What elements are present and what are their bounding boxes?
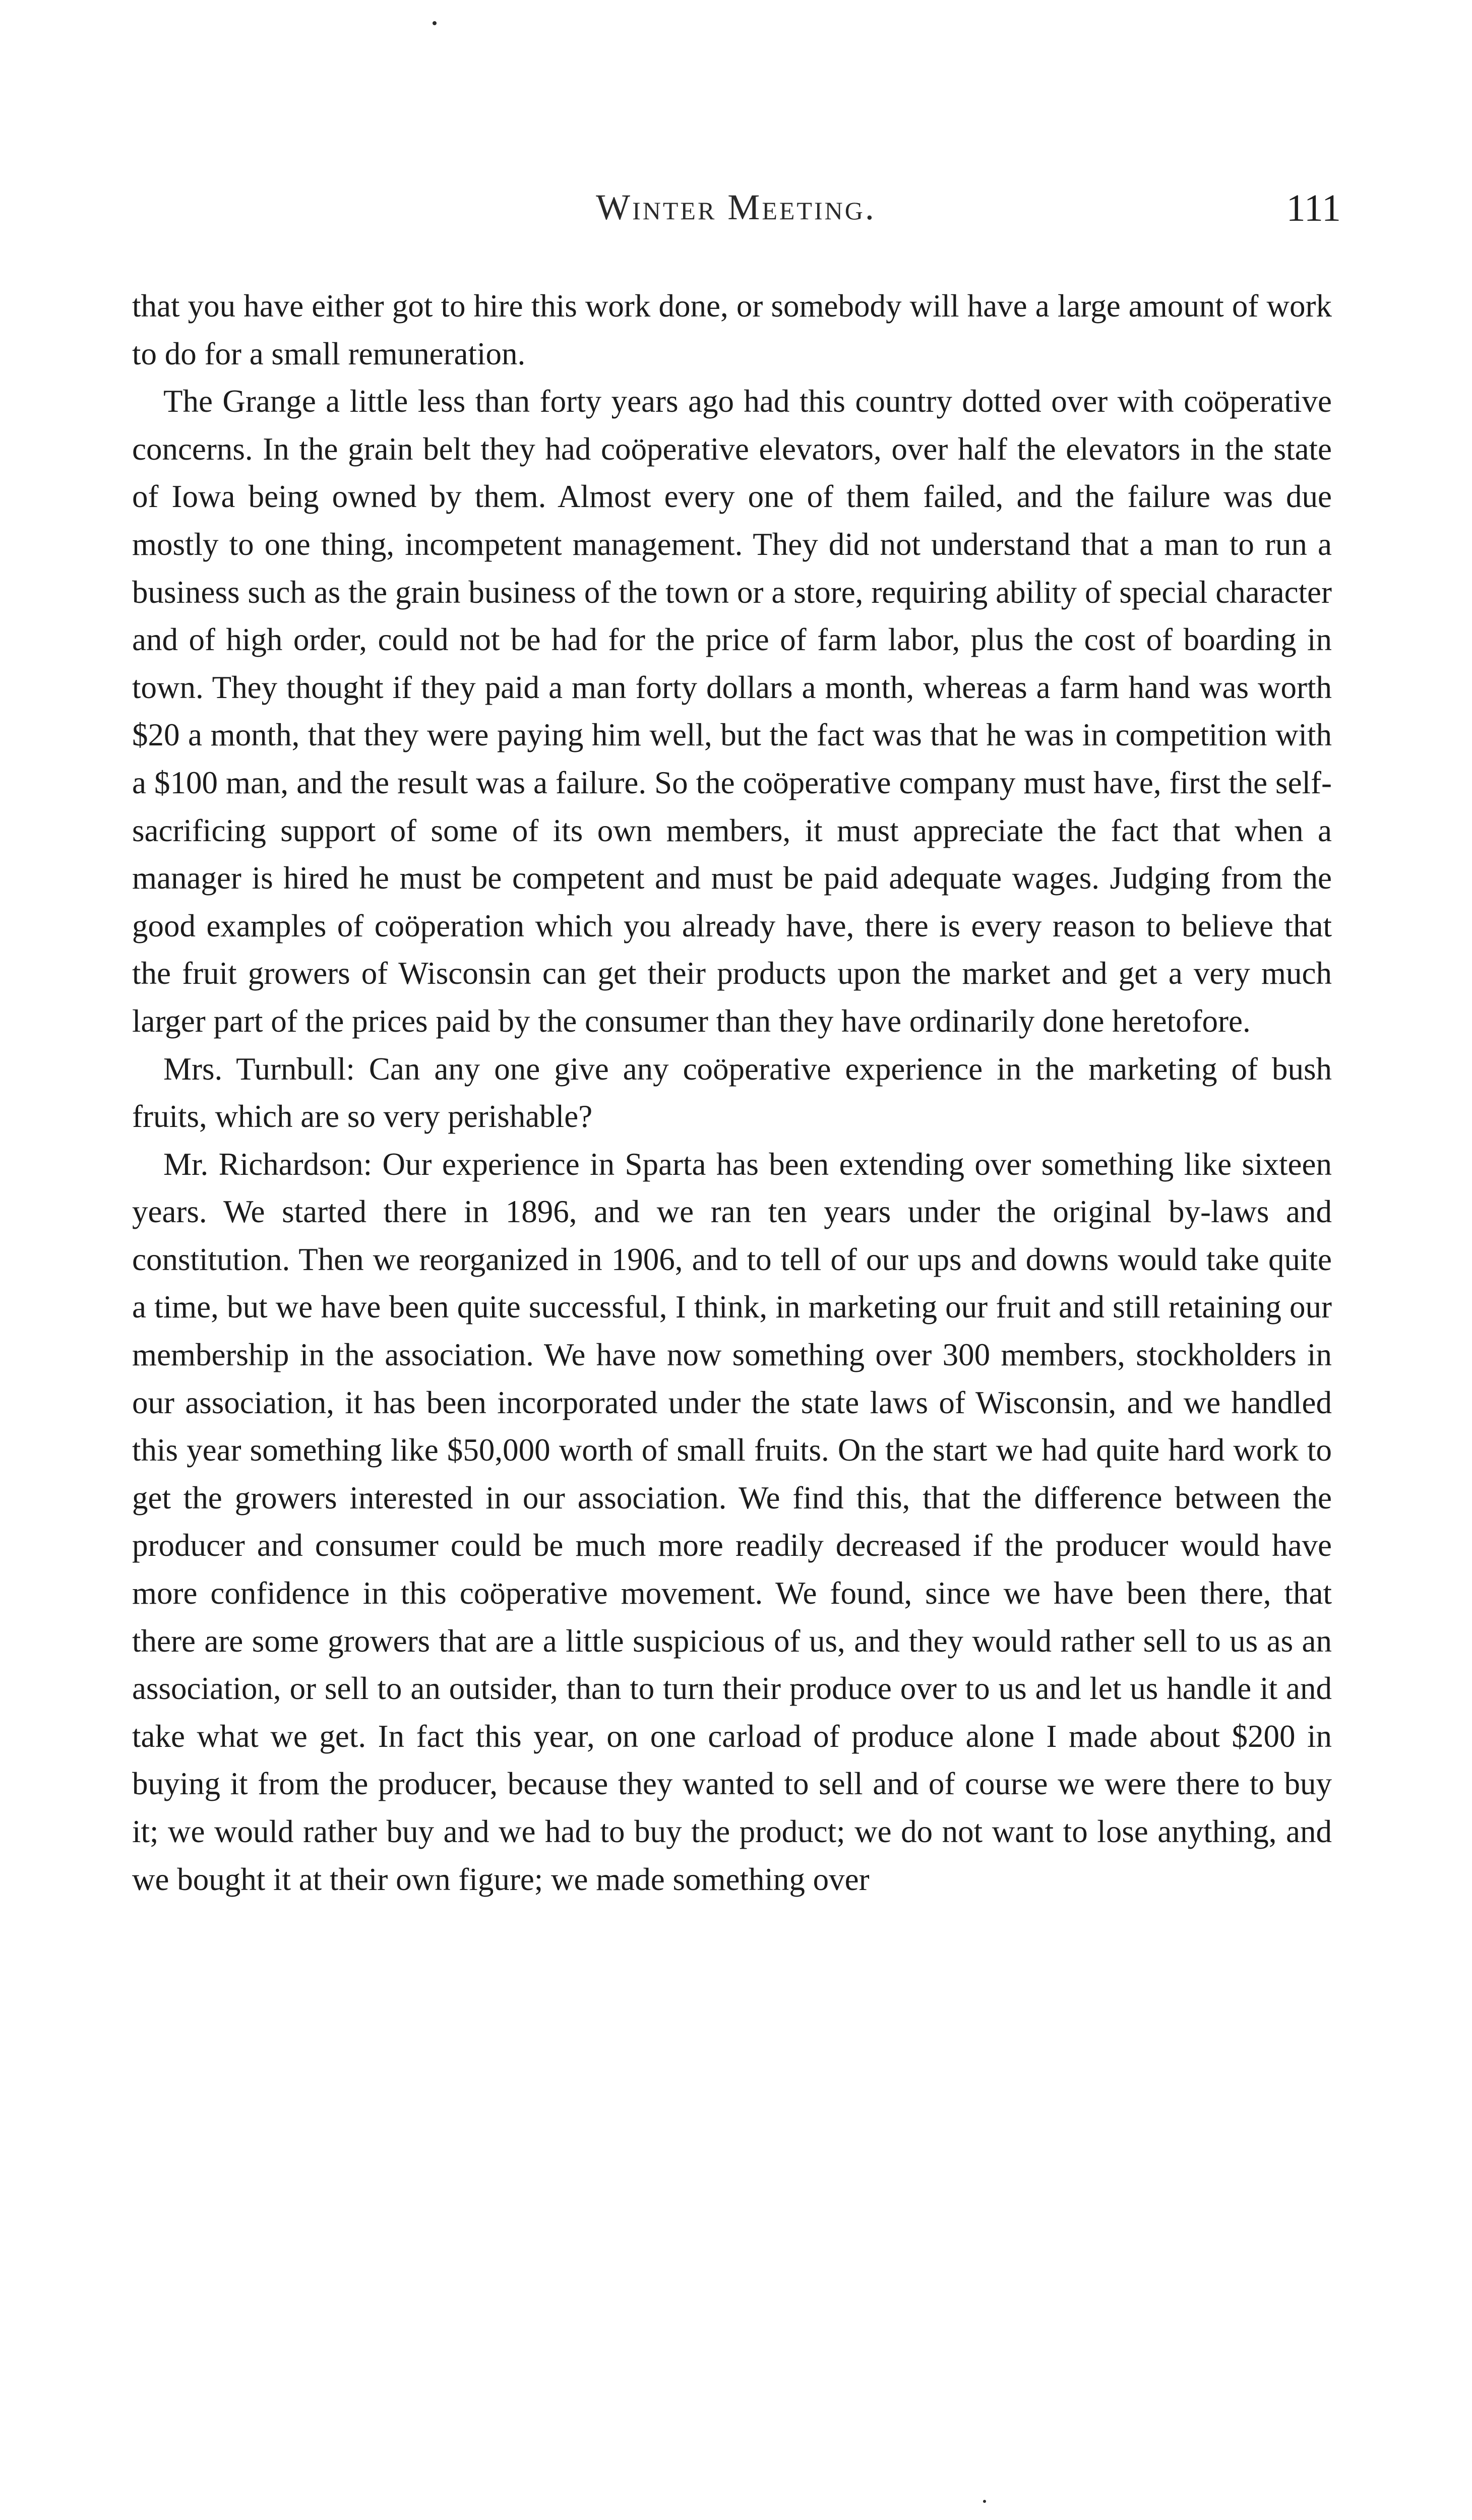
paragraph-text: The Grange a little less than forty years ago had this country dotted over with coöperative concerns. In the grain belt they had coöperative elevators, over half the elevators in the state of Iowa being owned by them. Almost every one of them failed, and the failure was due mostly to one thing, incompetent management. They did not understand that a man to run a business such as the grain business of the town or a store, requiring ability of special character and of high order, could not be had for the price of farm labor, plus the cost of boarding in town. They thought if they paid a man forty dollars a month, whereas a farm hand was worth $20 a month, that they were paying him well, but the fact was that he was in competition with a $100 man, and the result was a failure. So the coöperative company must have, first the self-sacrificing support of some of its own members, it must appreciate the fact that when a manager is hired he must be competent and must be paid adequate wages. Judging from the good examples of coöperation which you already have, there is every reason to believe that the fruit growers of Wisconsin can get their products upon the market and get a very much larger part of the prices paid by the consumer than they have ordinarily done heretofore. <box>132 384 1332 1039</box>
body-text <box>132 282 1332 1903</box>
paragraph <box>132 377 1332 1045</box>
paragraph-text: that you have either got to hire this work done, or somebody will have a large amount of work to do for a small remuneration. <box>132 288 1332 371</box>
paragraph-text: Our experience in Sparta has been extending over something like sixteen years. We started there in 1896, and we ran ten years under the original by-laws and constitution. Then we reorganized in 1906, and to tell of our ups and downs would take quite a time, but we have been quite successful, I think, in marketing our fruit and still retaining our membership in the association. We have now something over 300 members, stockholders in our association, it has been incorporated under the state laws of Wisconsin, and we handled this year something like $50,000 worth of small fruits. On the start we had quite hard work to get the growers interested in our association. We find this, that the difference between the producer and consumer could be much more readily decreased if the producer would have more confidence in this coöperative movement. We found, since we have been there, that there are some growers that are a little suspicious of us, and they would rather sell to us as an association, or sell to an outsider, than to turn their produce over to us and let us handle it and take what we get. In fact this year, on one carload of produce alone I made about $200 in buying it from the producer, because they wanted to sell and of course we were there to buy it; we would rather buy and we had to buy the product; we do not want to lose anything, and we bought it at their own figure; we made something over <box>132 1146 1332 1897</box>
paragraph <box>132 282 1332 377</box>
page-header <box>131 186 1341 242</box>
speaker-name: Mr. Richardson: <box>163 1146 373 1182</box>
paragraph <box>132 1045 1332 1141</box>
print-speck <box>983 2500 986 2503</box>
page-number: 111 <box>1286 187 1341 229</box>
print-speck <box>433 21 437 25</box>
running-title: Winter Meeting. <box>596 187 876 227</box>
paragraph <box>132 1141 1332 1904</box>
paragraph-text: Can any one give any coöperative experience in the marketing of bush fruits, which are so very perishable? <box>132 1051 1332 1135</box>
speaker-name: Mrs. Turnbull: <box>163 1051 355 1087</box>
